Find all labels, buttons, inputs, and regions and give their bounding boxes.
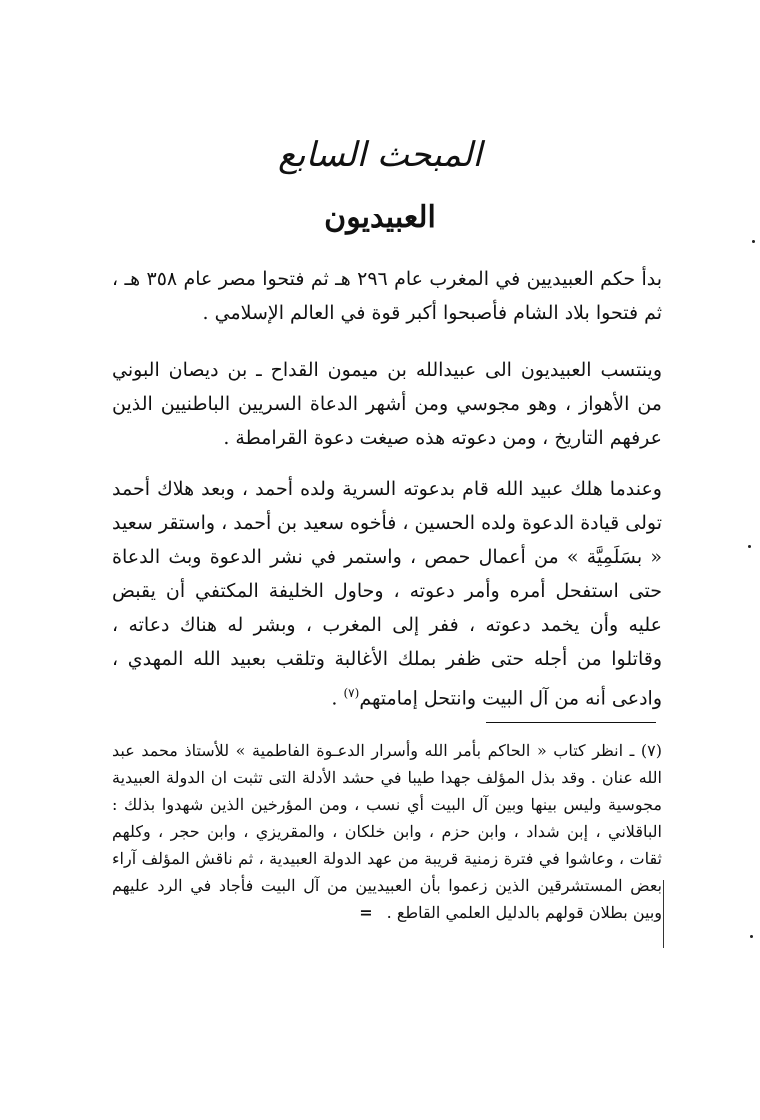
continuation-mark: = [359,903,373,922]
footnote-marker: (٧) [640,741,662,760]
paragraph-3-end: . [331,687,338,710]
paragraph-3-text: وعندما هلك عبيد الله قام بدعوته السرية ولده أحمد ، وبعد هلاك أحمد تولى قيادة الدعوة ولده الحسين ، فأخوه سعيد بن أحمد ، واستقر سعيد « بسَلَمِيَّة » من أعمال حمص ، واستمر في نشر الدعوة وبث الدعاة حتى استفحل أمره وأمر دعوته ، وحاول الخليفة المكتفي أن يقبض عليه وأن يخمد دعوته ، ففر إلى المغرب ، وبشر له هناك دعاته ، وقاتلوا من أجله حتى ظفر بملك الأغالبة وتلقب بعبيد الله المهدي ، وادعى أنه من آل البيت وانتحل إمامتهم [112,478,662,710]
scan-speck [750,935,753,938]
footnote-reference: (٧) [343,686,360,700]
paragraph-3 [112,472,662,715]
footnote-text: ـ انظر كتاب « الحاكم بأمر الله وأسرار الدعـوة الفاطمية » للأستاذ محمد عبد الله عنان . وقد بذل المؤلف جهدا طيبا في حشد الأدلة التى تثبت ان الدولة العبيدية مجوسية وليس بينها وبين آل البيت أي نسب ، ومن المؤرخين الذين شهدوا بذلك : الباقلاني ، إبن شداد ، وابن حزم ، وابن خلكان ، والمقريزي ، وابن حجر ، وكلهم ثقات ، وعاشوا في فترة زمنية قريبة من عهد الدولة العبيدية ، ثم ناقش المؤلف آراء بعض المستشرقين الذين زعموا بأن العبيديين من آل البيت فأجاد في الرد عليهم وبين بطلان قولهم بالدليل العلمي القاطع . [112,741,663,922]
scan-speck [748,545,751,548]
paragraph-1: بدأ حكم العبيديين في المغرب عام ٢٩٦ هـ ثم فتحوا مصر عام ٣٥٨ هـ ، ثم فتحوا بلاد الشام فأصبحوا أكبر قوة في العالم الإسلامي . [112,268,662,324]
footnote-separator [486,722,656,723]
chapter-subheading: العبيديون [324,200,436,235]
footnote [112,737,662,926]
chapter-heading: المبحث السابع [278,135,482,175]
paragraph-2: وينتسب العبيديون الى عبيدالله بن ميمون القداح ـ بن ديصان البوني من الأهواز ، وهو مجوسي ومن أشهر الدعاة السريين الباطنيين الذين عرفهم التاريخ ، ومن دعوته هذه صيغت دعوة القرامطة . [112,359,662,449]
scan-speck [752,240,755,243]
scan-margin-line [663,880,664,948]
